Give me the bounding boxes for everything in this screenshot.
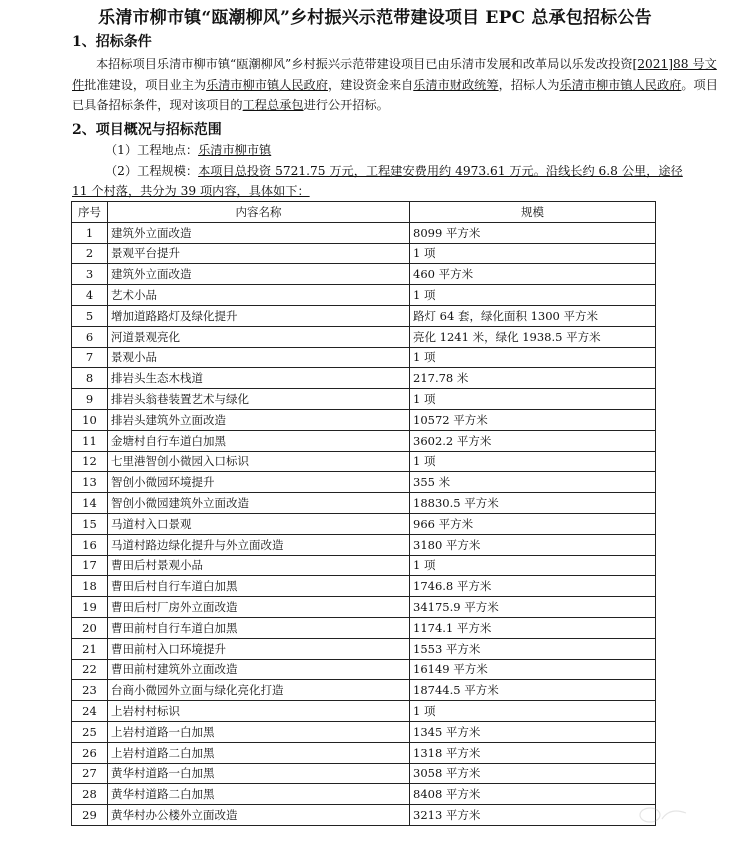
table-row bbox=[72, 659, 656, 680]
cell-scale: 1 项 bbox=[410, 285, 656, 306]
cell-number: 25 bbox=[72, 721, 108, 742]
text-run-underlined: 乐清市柳市镇人民政府 bbox=[559, 77, 682, 92]
cell-name: 河道景观亮化 bbox=[108, 326, 410, 347]
table-row bbox=[72, 493, 656, 514]
cell-number: 20 bbox=[72, 617, 108, 638]
text-run: 进行公开招标。 bbox=[303, 98, 389, 112]
cell-name: 艺术小品 bbox=[108, 285, 410, 306]
cell-number: 21 bbox=[72, 638, 108, 659]
cell-scale: 1174.1 平方米 bbox=[410, 617, 656, 638]
cell-name: 金塘村自行车道白加黑 bbox=[108, 430, 410, 451]
cell-name: 上岩村道路二白加黑 bbox=[108, 742, 410, 763]
table-row bbox=[72, 534, 656, 555]
table-row bbox=[72, 451, 656, 472]
cell-number: 10 bbox=[72, 409, 108, 430]
scale-text-2: 11 个村落，共分为 39 项内容，具体如下： bbox=[72, 184, 310, 198]
table-row bbox=[72, 513, 656, 534]
text-run-underlined: 乐清市柳市镇人民政府 bbox=[206, 77, 328, 92]
scale-text: 本项目总投资 5721.75 万元，工程建安费用约 4973.61 万元。沿线长约 6.8 公里，途径 bbox=[198, 164, 683, 178]
scale-line-2 bbox=[72, 182, 310, 199]
cell-number: 17 bbox=[72, 555, 108, 576]
table-row bbox=[72, 222, 656, 243]
table-row bbox=[72, 701, 656, 722]
cell-name: 景观平台提升 bbox=[108, 243, 410, 264]
cell-scale: 1 项 bbox=[410, 701, 656, 722]
cell-number: 18 bbox=[72, 576, 108, 597]
cell-number: 4 bbox=[72, 285, 108, 306]
cell-name: 建筑外立面改造 bbox=[108, 264, 410, 285]
cell-number: 9 bbox=[72, 389, 108, 410]
cell-scale: 1 项 bbox=[410, 243, 656, 264]
table-row bbox=[72, 805, 656, 826]
table-row bbox=[72, 389, 656, 410]
cell-name: 曹田前村建筑外立面改造 bbox=[108, 659, 410, 680]
table-row bbox=[72, 285, 656, 306]
table-row bbox=[72, 347, 656, 368]
cell-scale: 1 项 bbox=[410, 347, 656, 368]
cell-number: 23 bbox=[72, 680, 108, 701]
cell-number: 27 bbox=[72, 763, 108, 784]
text-run-underlined: 乐清市财政统筹 bbox=[413, 77, 499, 92]
table-row bbox=[72, 763, 656, 784]
cell-name: 曹田后村厂房外立面改造 bbox=[108, 597, 410, 618]
cell-scale: 217.78 米 bbox=[410, 368, 656, 389]
cell-number: 2 bbox=[72, 243, 108, 264]
table-body bbox=[72, 222, 656, 825]
cell-scale: 3213 平方米 bbox=[410, 805, 656, 826]
location-value: 乐清市柳市镇 bbox=[198, 143, 272, 157]
cell-number: 1 bbox=[72, 222, 108, 243]
cell-number: 3 bbox=[72, 264, 108, 285]
cell-name: 台商小微园外立面与绿化亮化打造 bbox=[108, 680, 410, 701]
table-row bbox=[72, 576, 656, 597]
cell-scale: 1345 平方米 bbox=[410, 721, 656, 742]
header-name: 内容名称 bbox=[108, 202, 410, 223]
cell-scale: 3058 平方米 bbox=[410, 763, 656, 784]
cell-scale: 1746.8 平方米 bbox=[410, 576, 656, 597]
cell-name: 黄华村办公楼外立面改造 bbox=[108, 805, 410, 826]
section1-paragraph bbox=[72, 54, 722, 116]
table-row bbox=[72, 742, 656, 763]
header-scale: 规模 bbox=[410, 202, 656, 223]
text-run: ，建设资金来自 bbox=[327, 77, 414, 92]
cell-number: 16 bbox=[72, 534, 108, 555]
cell-name: 黄华村道路一白加黑 bbox=[108, 763, 410, 784]
cell-scale: 1 项 bbox=[410, 555, 656, 576]
cell-number: 19 bbox=[72, 597, 108, 618]
cell-name: 黄华村道路二白加黑 bbox=[108, 784, 410, 805]
cell-name: 增加道路路灯及绿化提升 bbox=[108, 305, 410, 326]
text-run: 本招标项目乐清市柳市镇“瓯潮柳风”乡村振兴示范带建设项目已由乐清市发展和改革局以乐发改投资 bbox=[96, 57, 633, 71]
cell-scale: 1 项 bbox=[410, 389, 656, 410]
table-row bbox=[72, 264, 656, 285]
cell-name: 曹田后村景观小品 bbox=[108, 555, 410, 576]
text-run: 。项目已具备招标条件，现对该项目的 bbox=[72, 77, 718, 112]
project-items-table bbox=[71, 201, 656, 826]
table-row bbox=[72, 555, 656, 576]
text-run: 批准建设，项目业主为 bbox=[84, 77, 207, 92]
table-row bbox=[72, 472, 656, 493]
cell-name: 上岩村村标识 bbox=[108, 701, 410, 722]
text-run-underlined: 工程总承包 bbox=[242, 98, 304, 112]
cell-number: 15 bbox=[72, 513, 108, 534]
cell-scale: 亮化 1241 米，绿化 1938.5 平方米 bbox=[410, 326, 656, 347]
cell-number: 5 bbox=[72, 305, 108, 326]
cell-scale: 18830.5 平方米 bbox=[410, 493, 656, 514]
table-row bbox=[72, 430, 656, 451]
page-title: 乐清市柳市镇“瓯潮柳风”乡村振兴示范带建设项目 EPC 总承包招标公告 bbox=[98, 8, 652, 28]
watermark-logo bbox=[636, 805, 692, 825]
cell-number: 24 bbox=[72, 701, 108, 722]
cell-scale: 3180 平方米 bbox=[410, 534, 656, 555]
table-row bbox=[72, 680, 656, 701]
cell-scale: 10572 平方米 bbox=[410, 409, 656, 430]
cell-scale: 路灯 64 套，绿化面积 1300 平方米 bbox=[410, 305, 656, 326]
cell-number: 22 bbox=[72, 659, 108, 680]
section2-heading: 2、项目概况与招标范围 bbox=[72, 122, 222, 138]
cell-scale: 1 项 bbox=[410, 451, 656, 472]
cell-scale: 1318 平方米 bbox=[410, 742, 656, 763]
scale-line bbox=[105, 162, 683, 179]
cell-scale: 18744.5 平方米 bbox=[410, 680, 656, 701]
cell-number: 29 bbox=[72, 805, 108, 826]
header-number: 序号 bbox=[72, 202, 108, 223]
text-run-underlined: [2021]88 号文件 bbox=[72, 57, 717, 92]
text-run: ，招标人为 bbox=[498, 77, 560, 92]
cell-name: 智创小微园建筑外立面改造 bbox=[108, 493, 410, 514]
cell-name: 排岩头生态木栈道 bbox=[108, 368, 410, 389]
cell-scale: 3602.2 平方米 bbox=[410, 430, 656, 451]
cell-number: 14 bbox=[72, 493, 108, 514]
cell-name: 排岩头翁巷装置艺术与绿化 bbox=[108, 389, 410, 410]
table-row bbox=[72, 721, 656, 742]
table-row bbox=[72, 617, 656, 638]
cell-scale: 8408 平方米 bbox=[410, 784, 656, 805]
cell-scale: 1553 平方米 bbox=[410, 638, 656, 659]
cell-scale: 460 平方米 bbox=[410, 264, 656, 285]
table-row bbox=[72, 305, 656, 326]
section1-heading: 1、招标条件 bbox=[72, 34, 152, 50]
cell-name: 曹田前村自行车道白加黑 bbox=[108, 617, 410, 638]
cell-name: 排岩头建筑外立面改造 bbox=[108, 409, 410, 430]
cell-name: 马道村路边绿化提升与外立面改造 bbox=[108, 534, 410, 555]
table-header-row bbox=[72, 202, 656, 223]
cell-number: 26 bbox=[72, 742, 108, 763]
cell-number: 12 bbox=[72, 451, 108, 472]
location-line bbox=[105, 141, 271, 158]
cell-scale: 966 平方米 bbox=[410, 513, 656, 534]
cell-name: 马道村入口景观 bbox=[108, 513, 410, 534]
table-row bbox=[72, 243, 656, 264]
table-row bbox=[72, 597, 656, 618]
table-row bbox=[72, 326, 656, 347]
cell-name: 曹田前村入口环境提升 bbox=[108, 638, 410, 659]
cell-name: 上岩村道路一白加黑 bbox=[108, 721, 410, 742]
cell-name: 智创小微园环境提升 bbox=[108, 472, 410, 493]
cell-scale: 8099 平方米 bbox=[410, 222, 656, 243]
table-row bbox=[72, 409, 656, 430]
cell-number: 13 bbox=[72, 472, 108, 493]
cell-number: 28 bbox=[72, 784, 108, 805]
cell-name: 曹田后村自行车道白加黑 bbox=[108, 576, 410, 597]
cell-name: 景观小品 bbox=[108, 347, 410, 368]
cell-name: 建筑外立面改造 bbox=[108, 222, 410, 243]
cell-number: 7 bbox=[72, 347, 108, 368]
table-row bbox=[72, 638, 656, 659]
cell-number: 8 bbox=[72, 368, 108, 389]
scale-label: （2）工程规模： bbox=[105, 164, 199, 178]
table-row bbox=[72, 368, 656, 389]
cell-scale: 16149 平方米 bbox=[410, 659, 656, 680]
cell-number: 11 bbox=[72, 430, 108, 451]
table-row bbox=[72, 784, 656, 805]
location-label: （1）工程地点： bbox=[105, 143, 199, 157]
cell-number: 6 bbox=[72, 326, 108, 347]
cell-name: 七里港智创小微园入口标识 bbox=[108, 451, 410, 472]
cell-scale: 355 米 bbox=[410, 472, 656, 493]
cell-scale: 34175.9 平方米 bbox=[410, 597, 656, 618]
